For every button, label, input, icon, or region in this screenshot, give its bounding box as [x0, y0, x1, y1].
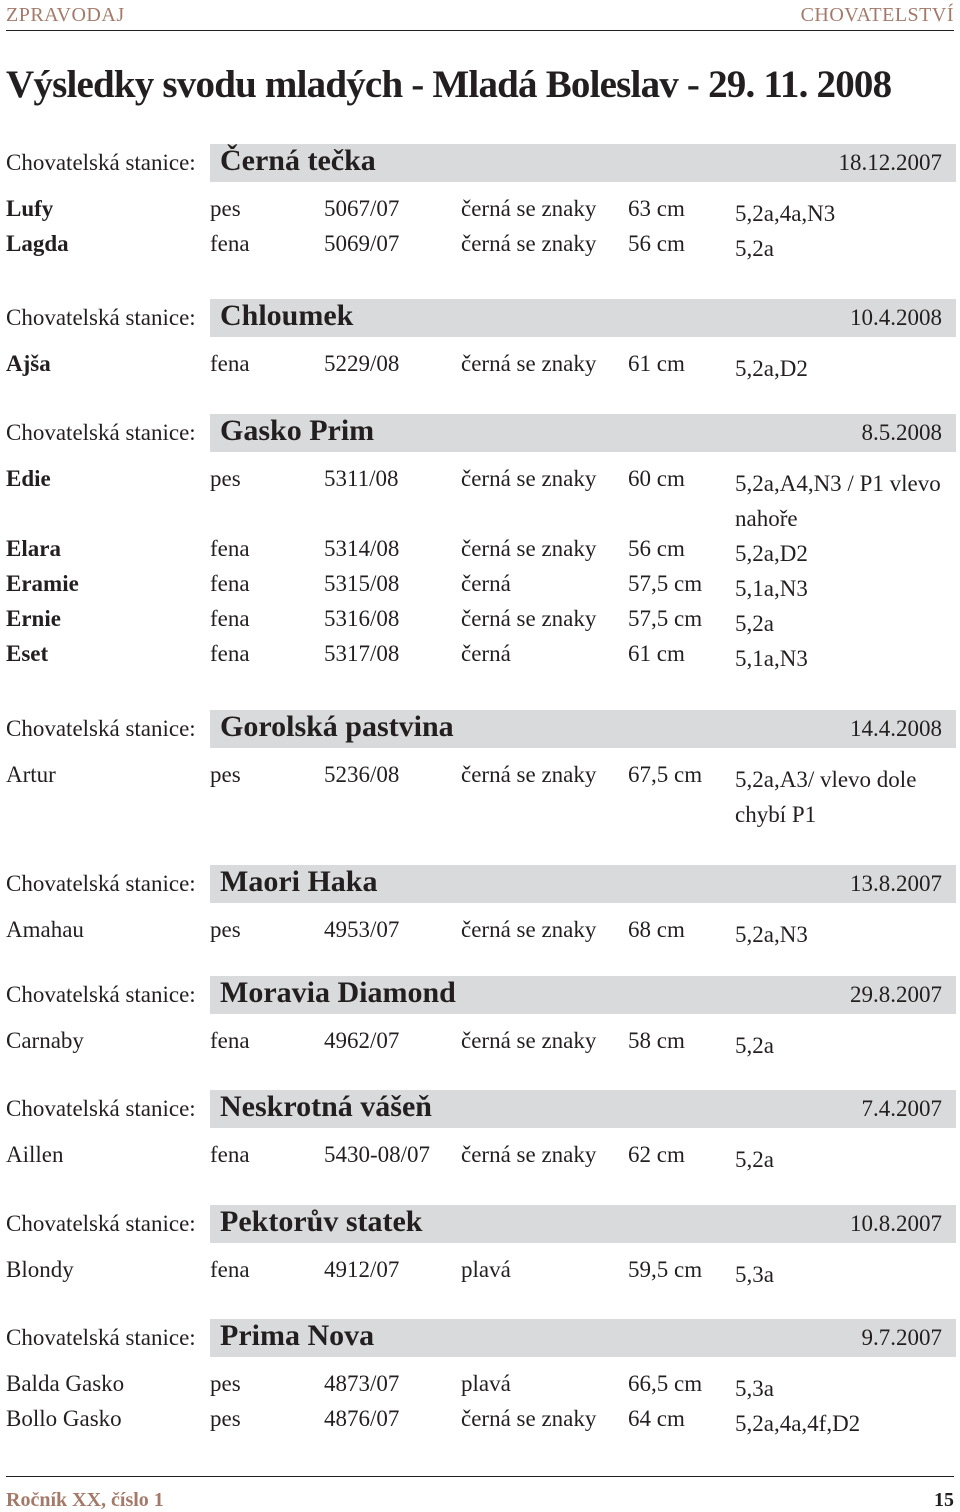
dog-name: Artur [6, 762, 56, 787]
dog-row [6, 1406, 956, 1436]
station-bar [210, 414, 956, 452]
dog-sex: pes [210, 466, 241, 491]
dog-row [6, 762, 956, 827]
dog-row [6, 571, 956, 601]
station-name: Prima Nova [220, 1319, 375, 1352]
station-date: 10.8.2007 [850, 1211, 942, 1236]
dog-row [6, 466, 956, 531]
dog-row [6, 917, 956, 947]
dog-reg-number: 5316/08 [324, 606, 400, 631]
dog-row [6, 1371, 956, 1401]
station-label: Chovatelská stanice: [6, 150, 196, 175]
dog-reg-number: 5069/07 [324, 231, 400, 256]
station-row [6, 976, 956, 1014]
dog-reg-number: 5315/08 [324, 571, 400, 596]
station-name: Maori Haka [220, 865, 378, 898]
dog-color: černá se znaky [461, 231, 597, 256]
dog-height: 59,5 cm [628, 1257, 703, 1282]
dog-reg-number: 5311/08 [324, 466, 399, 491]
station-date: 9.7.2007 [861, 1325, 942, 1350]
dog-row [6, 231, 956, 261]
dog-evaluation: 5,2a [735, 611, 774, 636]
station-row [6, 865, 956, 903]
dog-reg-number: 4953/07 [324, 917, 400, 942]
dog-sex: fena [210, 536, 250, 561]
station-name: Gasko Prim [220, 414, 375, 447]
station-bar [210, 865, 956, 903]
dog-height: 64 cm [628, 1406, 685, 1431]
dog-name: Bollo Gasko [6, 1406, 122, 1431]
station-name: Moravia Diamond [220, 976, 456, 1009]
station-date: 8.5.2008 [861, 420, 942, 445]
dog-color: černá se znaky [461, 536, 597, 561]
dog-name: Eramie [6, 571, 79, 596]
dog-reg-number: 5317/08 [324, 641, 400, 666]
station-date: 14.4.2008 [850, 716, 942, 741]
station-bar [210, 1319, 956, 1357]
dog-reg-number: 5236/08 [324, 762, 400, 787]
dog-evaluation: 5,1a,N3 [735, 646, 808, 671]
dog-color: černá se znaky [461, 351, 597, 376]
dog-sex: fena [210, 231, 250, 256]
dog-name: Lufy [6, 196, 54, 221]
station-bar [210, 1205, 956, 1243]
station-bar [210, 299, 956, 337]
station-row [6, 299, 956, 337]
station-label: Chovatelská stanice: [6, 420, 196, 445]
dog-reg-number: 5430-08/07 [324, 1142, 431, 1167]
dog-sex: fena [210, 351, 250, 376]
dog-color: černá se znaky [461, 606, 597, 631]
dog-name: Lagda [6, 231, 69, 256]
station-date: 29.8.2007 [850, 982, 942, 1007]
dog-evaluation: 5,2a,4a,4f,D2 [735, 1411, 861, 1436]
station-date: 7.4.2007 [861, 1096, 942, 1121]
station-label: Chovatelská stanice: [6, 982, 196, 1007]
station-bar [210, 144, 956, 182]
dog-row [6, 536, 956, 566]
dog-name: Ernie [6, 606, 61, 631]
dog-evaluation: 5,1a,N3 [735, 576, 808, 601]
dog-height: 57,5 cm [628, 571, 703, 596]
dog-reg-number: 4912/07 [324, 1257, 400, 1282]
dog-name: Amahau [6, 917, 84, 942]
dog-sex: pes [210, 1406, 241, 1431]
station-row [6, 144, 956, 182]
dog-sex: pes [210, 1371, 241, 1396]
station-name: Černá tečka [220, 144, 376, 177]
station-row [6, 710, 956, 748]
dog-reg-number: 4876/07 [324, 1406, 400, 1431]
dog-sex: pes [210, 762, 241, 787]
dog-color: černá se znaky [461, 1142, 597, 1167]
station-row [6, 414, 956, 452]
station-row [6, 1090, 956, 1128]
station-bar [210, 976, 956, 1014]
dog-color: černá se znaky [461, 466, 597, 491]
dog-height: 62 cm [628, 1142, 685, 1167]
station-label: Chovatelská stanice: [6, 305, 196, 330]
dog-height: 66,5 cm [628, 1371, 703, 1396]
dog-sex: fena [210, 1142, 250, 1167]
dog-reg-number: 4962/07 [324, 1028, 400, 1053]
dog-name: Elara [6, 536, 61, 561]
dog-reg-number: 4873/07 [324, 1371, 400, 1396]
dog-height: 56 cm [628, 536, 685, 561]
dog-evaluation: 5,3a [735, 1376, 774, 1401]
station-row [6, 1205, 956, 1243]
dog-evaluation: 5,2a,A4,N3 / P1 vlevo nahoře [735, 471, 941, 531]
dog-row [6, 196, 956, 226]
section-name: CHOVATELSTVÍ [800, 4, 954, 26]
station-label: Chovatelská stanice: [6, 871, 196, 896]
dog-sex: pes [210, 917, 241, 942]
station-date: 13.8.2007 [850, 871, 942, 896]
dog-sex: fena [210, 1257, 250, 1282]
dog-name: Edie [6, 466, 51, 491]
dog-evaluation: 5,2a,A3/ vlevo dole chybí P1 [735, 767, 917, 827]
magazine-name: ZPRAVODAJ [6, 4, 125, 26]
dog-name: Eset [6, 641, 49, 666]
dog-evaluation: 5,2a,N3 [735, 922, 808, 947]
station-label: Chovatelská stanice: [6, 1211, 196, 1236]
dog-color: černá se znaky [461, 1028, 597, 1053]
dog-color: černá [461, 641, 511, 666]
dog-color: plavá [461, 1371, 511, 1396]
station-label: Chovatelská stanice: [6, 1325, 196, 1350]
station-name: Pektorův statek [220, 1205, 423, 1238]
dog-height: 67,5 cm [628, 762, 703, 787]
dog-row [6, 1257, 956, 1287]
dog-evaluation: 5,2a,4a,N3 [735, 201, 836, 226]
dog-row [6, 351, 956, 381]
issue-label: Ročník XX, číslo 1 [6, 1489, 164, 1511]
page-footer [6, 1476, 954, 1512]
station-row [6, 1319, 956, 1357]
dog-height: 68 cm [628, 917, 685, 942]
dog-color: černá [461, 571, 511, 596]
station-name: Neskrotná vášeň [220, 1090, 432, 1123]
dog-evaluation: 5,3a [735, 1262, 774, 1287]
station-bar [210, 710, 956, 748]
page-title: Výsledky svodu mladých - Mladá Boleslav - 29. 11. 2008 [6, 63, 892, 106]
dog-sex: fena [210, 1028, 250, 1053]
dog-color: černá se znaky [461, 762, 597, 787]
dog-sex: fena [210, 571, 250, 596]
dog-name: Aillen [6, 1142, 64, 1167]
dog-color: černá se znaky [461, 1406, 597, 1431]
dog-height: 61 cm [628, 641, 685, 666]
dog-reg-number: 5067/07 [324, 196, 400, 221]
dog-name: Carnaby [6, 1028, 84, 1053]
dog-sex: fena [210, 641, 250, 666]
dog-reg-number: 5229/08 [324, 351, 400, 376]
dog-height: 57,5 cm [628, 606, 703, 631]
dog-height: 61 cm [628, 351, 685, 376]
dog-height: 63 cm [628, 196, 685, 221]
dog-evaluation: 5,2a [735, 1033, 774, 1058]
station-label: Chovatelská stanice: [6, 716, 196, 741]
dog-height: 60 cm [628, 466, 685, 491]
dog-sex: fena [210, 606, 250, 631]
dog-evaluation: 5,2a [735, 1147, 774, 1172]
dog-row [6, 606, 956, 636]
station-label: Chovatelská stanice: [6, 1096, 196, 1121]
page-number: 15 [934, 1489, 954, 1511]
station-date: 18.12.2007 [838, 150, 942, 175]
dog-row [6, 641, 956, 671]
dog-name: Blondy [6, 1257, 74, 1282]
dog-name: Ajša [6, 351, 51, 376]
dog-evaluation: 5,2a,D2 [735, 356, 808, 381]
station-name: Gorolská pastvina [220, 710, 454, 743]
station-bar [210, 1090, 956, 1128]
station-name: Chloumek [220, 299, 354, 332]
dog-sex: pes [210, 196, 241, 221]
dog-evaluation: 5,2a,D2 [735, 541, 808, 566]
station-date: 10.4.2008 [850, 305, 942, 330]
dog-height: 56 cm [628, 231, 685, 256]
page-header [6, 0, 954, 31]
dog-color: plavá [461, 1257, 511, 1282]
dog-row [6, 1142, 956, 1172]
dog-evaluation: 5,2a [735, 236, 774, 261]
dog-reg-number: 5314/08 [324, 536, 400, 561]
dog-color: černá se znaky [461, 917, 597, 942]
dog-height: 58 cm [628, 1028, 685, 1053]
dog-name: Balda Gasko [6, 1371, 125, 1396]
dog-color: černá se znaky [461, 196, 597, 221]
dog-row [6, 1028, 956, 1058]
